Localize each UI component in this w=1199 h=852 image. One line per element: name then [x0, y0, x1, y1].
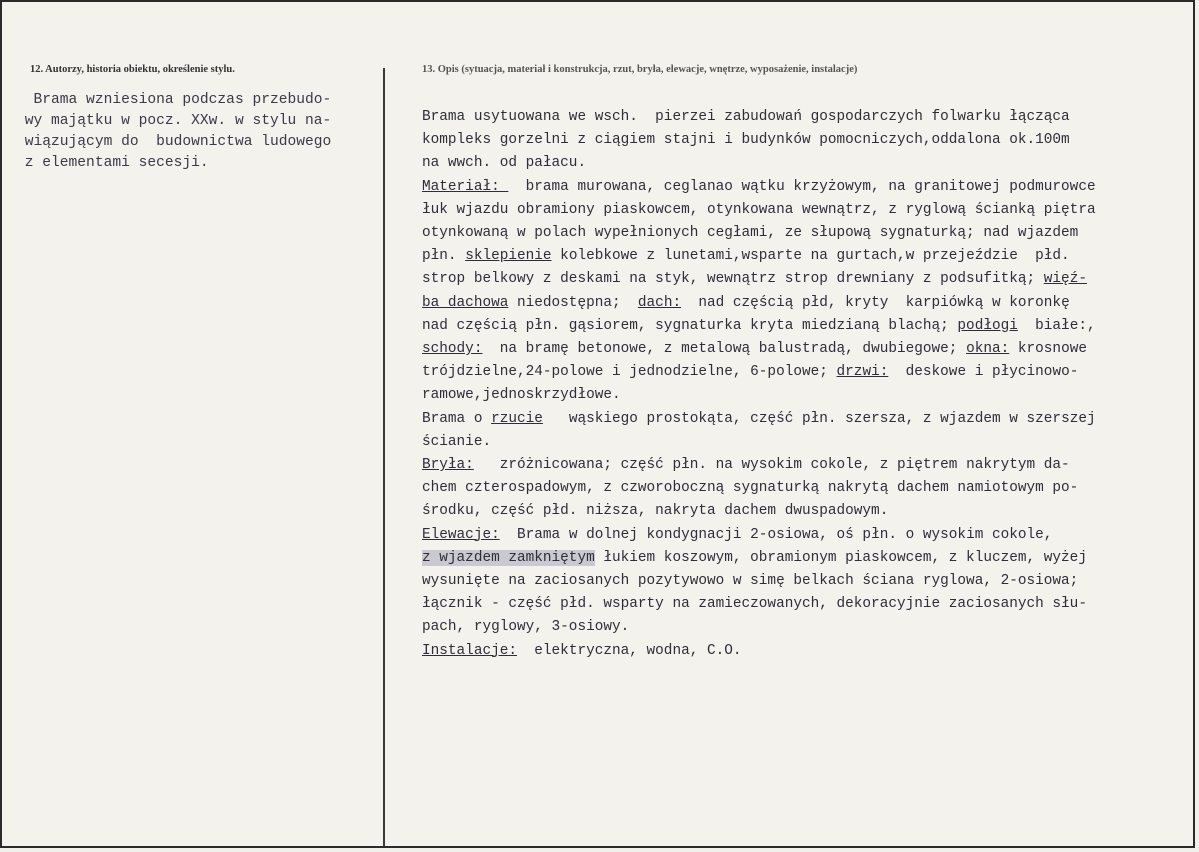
description-line [422, 454, 1192, 477]
text-segment: wąskiego prostokąta, część płn. szersza, z wjazdem w szerszej [542, 410, 1096, 427]
description-line [422, 384, 1192, 407]
underlined-heading: Instalacje: [422, 642, 517, 659]
description-line [422, 106, 1192, 129]
description-line [422, 408, 1192, 431]
text-segment: niedostępna; [508, 294, 638, 311]
underlined-heading: schody: [422, 341, 483, 358]
text-segment: brama murowana, ceglanao wątku krzyżowym, na granitowej podmurowce [508, 178, 1096, 195]
text-segment: białe:, [1017, 317, 1096, 334]
text-segment: elektryczna, wodna, C.O. [517, 642, 742, 659]
history-text [16, 90, 376, 174]
description-line [422, 547, 1192, 570]
underlined-heading: sklepienie [465, 248, 552, 265]
underlined-heading: ba dachowa [422, 294, 509, 311]
text-segment: Brama w dolnej kondygnacji 2-osiowa, oś płn. o wysokim cokole, [499, 526, 1053, 543]
text-segment: łukiem koszowym, obramionym piaskowcem, z kluczem, wyżej [594, 549, 1087, 566]
description-text [422, 106, 1192, 663]
text-segment: ścianie. [422, 433, 492, 450]
description-line [422, 338, 1192, 361]
column-divider [383, 68, 385, 846]
section-13-header: 13. Opis (sytuacja, materiał i konstrukcja, rzut, bryła, elewacje, wnętrze, wyposażenie, instalacje) [422, 64, 858, 75]
history-line: z elementami secesji. [16, 155, 209, 171]
text-segment: zróżnicowana; część płn. na wysokim cokole, z piętrem nakrytym da- [473, 457, 1070, 474]
text-segment: kompleks gorzelni z ciągiem stajni i budynków pomocniczych,oddalona ok.100m [422, 132, 1070, 149]
underlined-heading: więź- [1043, 271, 1087, 288]
underlined-heading: Materiał: [422, 178, 509, 195]
text-segment: ramowe,jednoskrzydłowe. [422, 387, 621, 404]
text-segment: pach, ryglowy, 3-osiowy. [422, 619, 630, 636]
text-segment: Brama usytuowana we wsch. pierzei zabudowań gospodarczych folwarku łącząca [422, 109, 1070, 125]
text-segment: chem czterospadowym, z czworoboczną sygnaturką nakrytą dachem namiotowym po- [422, 480, 1079, 497]
text-segment: Brama o [422, 410, 492, 427]
description-line [422, 176, 1192, 199]
description-line [422, 268, 1192, 291]
history-line: wy majątku w pocz. XXw. w stylu na- [16, 113, 332, 129]
description-line [422, 593, 1192, 616]
section-12-header: 12. Autorzy, historia obiektu, określenie stylu. [30, 64, 235, 75]
description-line [422, 477, 1192, 500]
text-segment: na bramę betonowe, z metalową balustradą, dwubiegowe; [482, 341, 967, 358]
underlined-heading: Bryła: [422, 457, 474, 474]
description-line [422, 570, 1192, 593]
description-line [422, 500, 1192, 523]
underlined-heading: Elewacje: [422, 526, 500, 543]
description-line [422, 199, 1192, 222]
text-segment: łącznik - część płd. wsparty na zamieczowanych, dekoracyjnie zaciosanych słu- [422, 596, 1087, 613]
text-segment: kolebkowe z lunetami,wsparte na gurtach,w przejeździe płd. [551, 248, 1070, 265]
text-segment: krosnowe [1009, 341, 1087, 358]
text-segment: środku, część płd. niższa, nakryta dachem dwuspadowym. [422, 503, 889, 520]
underlined-heading: rzucie [491, 410, 543, 427]
text-segment: wysunięte na zaciosanych pozytywowo w simę belkach ściana ryglowa, 2-osiowa; [422, 573, 1079, 590]
description-line [422, 129, 1192, 152]
text-segment: deskowe i płycinowo- [888, 364, 1079, 381]
description-line [422, 431, 1192, 454]
text-segment: nad częścią płd, kryty karpiówką w koronkę [681, 294, 1070, 311]
description-line [422, 292, 1192, 315]
description-line [422, 315, 1192, 338]
text-segment: nad częścią płn. gąsiorem, sygnaturka kryta miedzianą blachą; [422, 317, 958, 334]
underlined-heading: podłogi [957, 317, 1018, 334]
description-line [422, 616, 1192, 639]
text-segment: łuk wjazdu obramiony piaskowcem, otynkowana wewnątrz, z ryglową ścianką piętra [422, 201, 1096, 218]
underlined-heading: okna: [966, 341, 1010, 358]
text-segment: otynkowaną w polach wypełnionych cegłami, ze słupową sygnaturką; nad wjazdem [422, 225, 1079, 242]
text-segment: trójdzielne,24-polowe i jednodzielne, 6-polowe; [422, 364, 837, 381]
underlined-heading: dach: [637, 294, 682, 311]
description-line [422, 361, 1192, 384]
history-line: wiązującym do budownictwa ludowego [16, 134, 332, 150]
text-segment: na wwch. od pałacu. [422, 155, 587, 172]
underlined-heading: drzwi: [836, 364, 889, 381]
description-line [422, 524, 1192, 547]
text-segment: płn. [422, 248, 466, 265]
history-line: Brama wzniesiona podczas przebudo- [16, 92, 332, 108]
description-line [422, 640, 1192, 663]
text-segment: strop belkowy z deskami na styk, wewnątrz strop drewniany z podsufitką; [422, 271, 1044, 288]
description-line [422, 245, 1192, 268]
description-line [422, 152, 1192, 175]
description-line [422, 222, 1192, 245]
highlighted-text: z wjazdem zamkniętym [422, 549, 595, 566]
